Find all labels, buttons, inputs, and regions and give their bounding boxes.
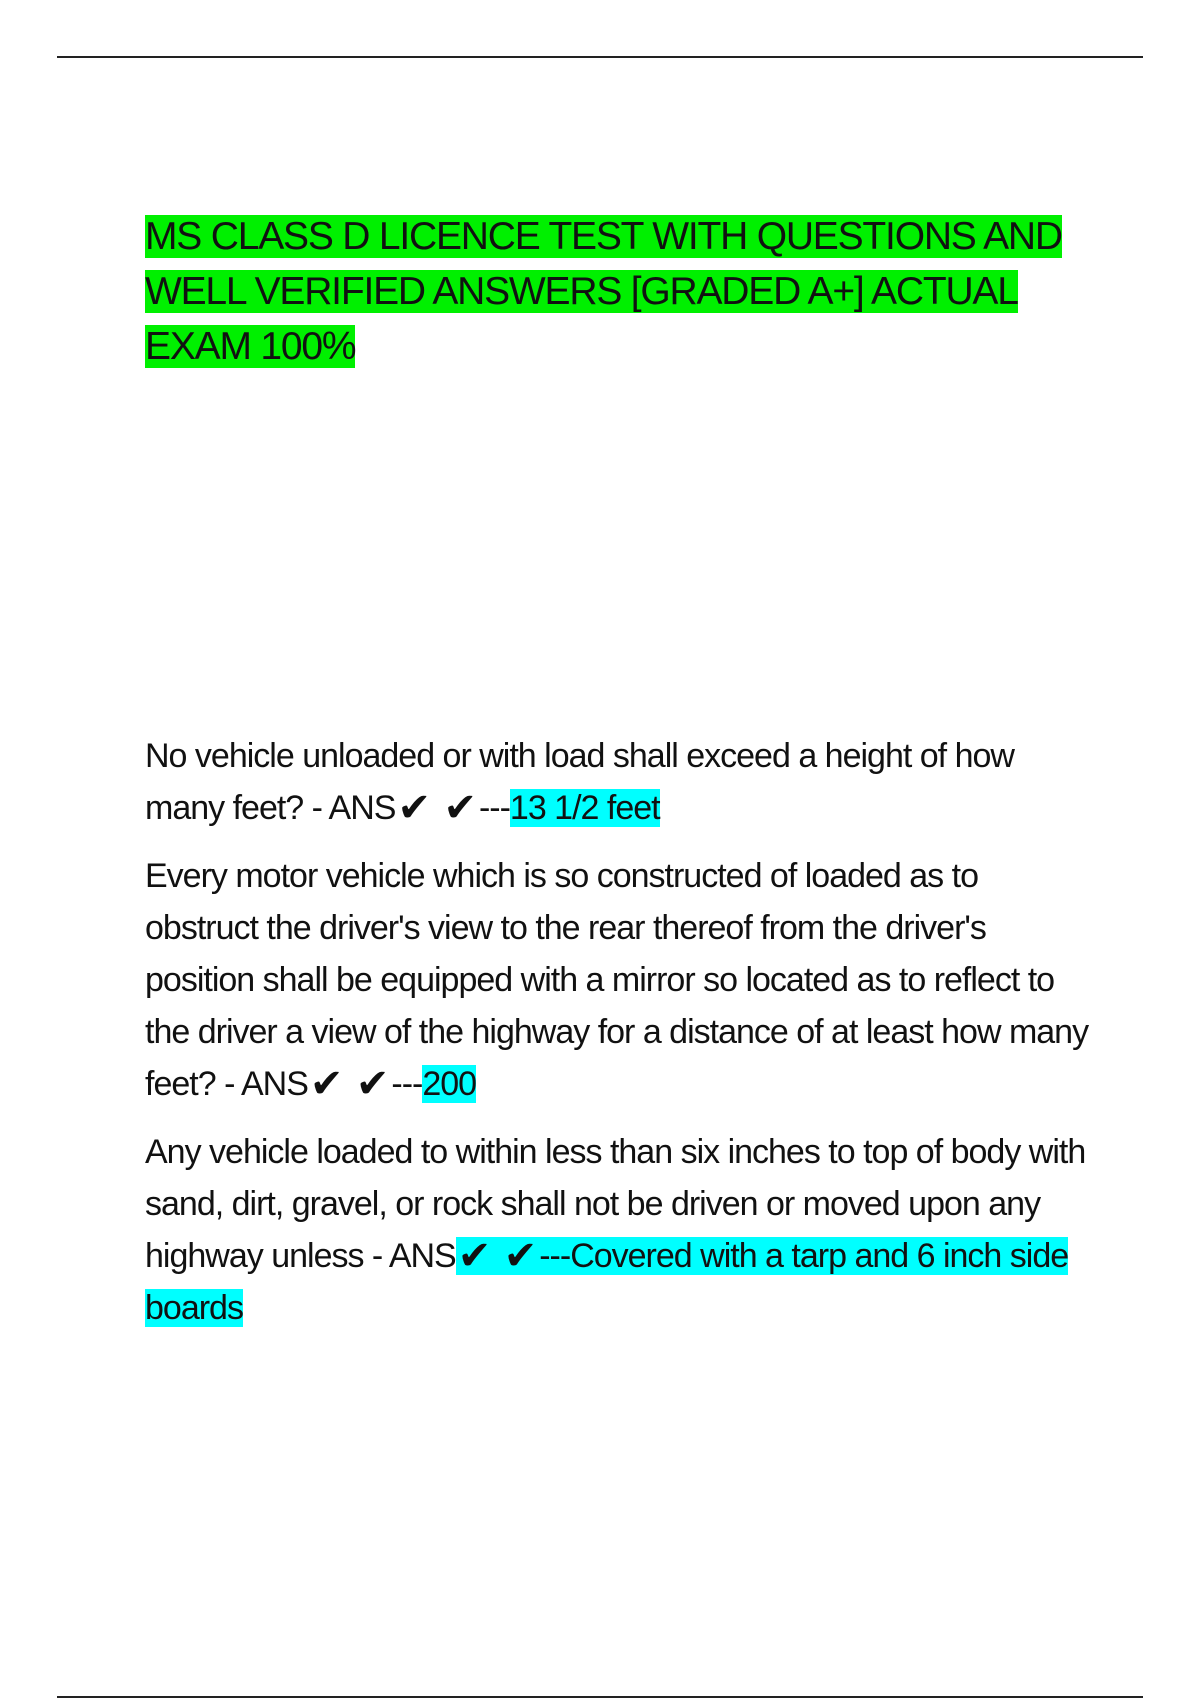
answer-prefix: --- — [478, 789, 510, 827]
question-text: No vehicle unloaded or with load shall exceed a height of how many feet? - — [145, 737, 1014, 827]
question-text: Any vehicle loaded to within less than six inches to top of body with sand, dirt, gravel, or rock shall not be driven or moved upon any highway unless - — [145, 1133, 1086, 1275]
answer-marker: ANS — [328, 789, 396, 827]
document-title — [145, 209, 1065, 374]
checkmark-icon: ✔ — [355, 1062, 390, 1106]
checkmark-icon: ✔ — [309, 1062, 344, 1106]
qa-item — [145, 730, 1075, 834]
footer-rule — [57, 1696, 1143, 1698]
checkmark-icon: ✔ — [443, 786, 477, 830]
title-highlight: MS CLASS D LICENCE TEST WITH QUESTIONS AND WELL VERIFIED ANSWERS [GRADED A+] ACTUAL EXAM 100% — [145, 215, 1062, 368]
answer-text: Covered with a tarp and 6 inch side boards — [145, 1237, 1069, 1327]
answer-text: 13 1/2 feet — [509, 789, 660, 827]
answer-marker: ANS — [240, 1065, 308, 1103]
checkmark-icon: ✔ — [503, 1234, 538, 1278]
answer-prefix: --- — [539, 1237, 571, 1275]
qa-item — [145, 1126, 1105, 1334]
question-text: Every motor vehicle which is so constructed of loaded as to obstruct the driver's view to the rear thereof from the driver's position shall be equipped with a mirror so located as to reflect to the driver a view of the highway for a distance of at least how many feet? - — [145, 857, 1089, 1103]
answer-text: 200 — [422, 1065, 477, 1103]
answer-marker: ANS — [388, 1237, 456, 1275]
checkmark-icon: ✔ — [457, 1234, 492, 1278]
header-rule — [57, 56, 1143, 58]
answer-prefix: --- — [391, 1065, 423, 1103]
qa-item — [145, 850, 1095, 1110]
checkmark-icon: ✔ — [397, 786, 431, 830]
qa-list — [145, 730, 1095, 1350]
